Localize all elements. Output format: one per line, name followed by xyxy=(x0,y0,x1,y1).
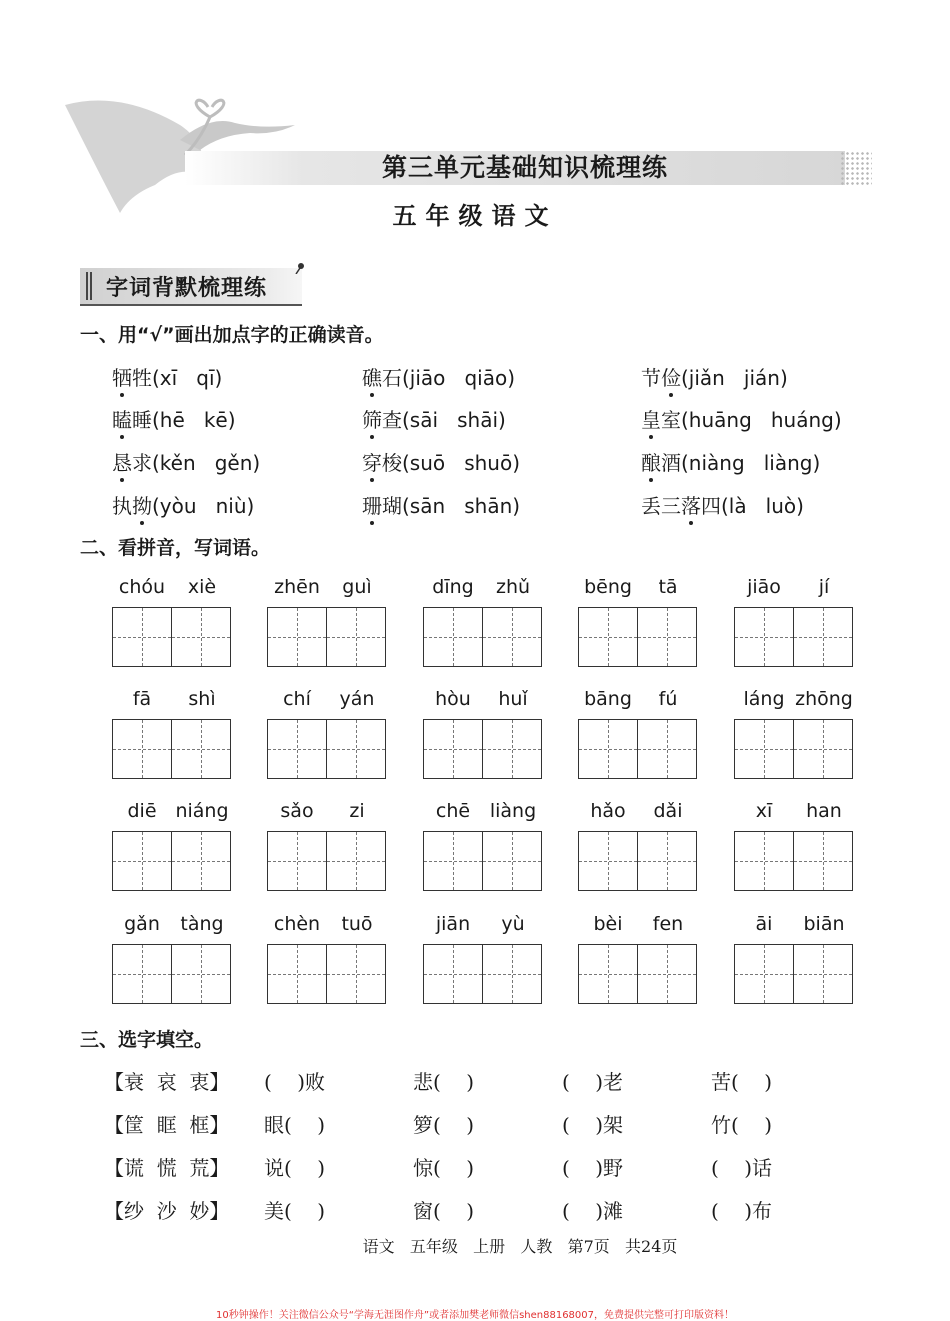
writing-cell[interactable] xyxy=(113,608,171,666)
word-options: 室(huāng huáng) xyxy=(661,408,842,432)
writing-cell[interactable] xyxy=(424,608,482,666)
character-options: 【衰 哀 衷】 xyxy=(104,1070,230,1094)
pinyin-label xyxy=(734,913,853,937)
pinyin-syllable: hòu xyxy=(435,688,471,710)
pinyin-syllable: jí xyxy=(818,576,830,598)
pinyin-label xyxy=(578,800,697,824)
writing-grid[interactable] xyxy=(734,944,853,1004)
pronunciation-item[interactable] xyxy=(112,404,236,433)
watermark-notice: 10秒钟操作！关注微信公众号“学海无涯图作舟”或者添加樊老师微信shen88168007，免费提供完整可打印版资料！ xyxy=(215,1310,735,1321)
pinyin-syllable: láng xyxy=(743,688,785,710)
writing-grid[interactable] xyxy=(423,944,542,1004)
part1-heading: 一、用“√”画出加点字的正确读音。 xyxy=(80,324,384,346)
section-tag-label: 字词背默梳理练 xyxy=(106,275,268,301)
writing-cell[interactable] xyxy=(171,945,230,1003)
pinyin-label xyxy=(112,576,231,600)
pinyin-syllable: tàng xyxy=(180,913,224,935)
pinyin-syllable: jiān xyxy=(435,913,471,935)
pinyin-label xyxy=(423,800,542,824)
pinyin-syllable: tā xyxy=(658,576,678,598)
writing-grid[interactable] xyxy=(112,607,231,667)
pinyin-syllable: huǐ xyxy=(498,688,528,710)
pinyin-syllable: zhēn xyxy=(274,576,320,598)
writing-cell[interactable] xyxy=(424,945,482,1003)
pinyin-label xyxy=(734,688,853,712)
writing-grid[interactable] xyxy=(578,944,697,1004)
writing-grid[interactable] xyxy=(578,607,697,667)
writing-cell[interactable] xyxy=(579,945,637,1003)
pinyin-syllable: fen xyxy=(652,913,684,935)
writing-cell[interactable] xyxy=(482,945,541,1003)
writing-grid[interactable] xyxy=(734,607,853,667)
dotted-character: 珊 xyxy=(362,494,382,518)
pinyin-syllable: han xyxy=(806,800,842,822)
pinyin-syllable: bāng xyxy=(584,688,632,710)
writing-cell[interactable] xyxy=(113,832,171,890)
pinyin-label xyxy=(578,913,697,937)
writing-cell[interactable] xyxy=(424,720,482,778)
pinyin-syllable: gǎn xyxy=(124,913,160,935)
writing-cell[interactable] xyxy=(482,832,541,890)
word-prefix: 节 xyxy=(641,366,661,390)
writing-grid[interactable] xyxy=(578,719,697,779)
pinyin-label xyxy=(267,800,386,824)
fill-blank[interactable]: ( )滩 xyxy=(562,1199,624,1223)
pinyin-label xyxy=(423,913,542,937)
dotted-character: 俭 xyxy=(661,366,681,390)
dotted-character: 恳 xyxy=(112,451,132,475)
pronunciation-item[interactable] xyxy=(362,490,520,519)
writing-cell[interactable] xyxy=(793,720,852,778)
fill-blank[interactable]: ( )败 xyxy=(264,1070,326,1094)
pinyin-label xyxy=(734,576,853,600)
pinyin-label xyxy=(112,688,231,712)
part3-heading: 三、选字填空。 xyxy=(80,1029,214,1051)
word-options: 四(là luò) xyxy=(701,494,804,518)
pinyin-syllable: chí xyxy=(283,688,311,710)
fill-blank[interactable]: 苦( ) xyxy=(711,1070,773,1094)
pinyin-syllable: zhǔ xyxy=(495,576,531,598)
pinyin-label xyxy=(112,800,231,824)
pinyin-syllable: āi xyxy=(755,913,773,935)
writing-cell[interactable] xyxy=(637,832,696,890)
dotted-character: 皇 xyxy=(641,408,661,432)
writing-cell[interactable] xyxy=(637,945,696,1003)
dotted-character: 牺 xyxy=(112,366,132,390)
pinyin-syllable: yù xyxy=(501,913,525,935)
fill-blank[interactable]: ( )架 xyxy=(562,1113,624,1137)
pinyin-label xyxy=(267,913,386,937)
pinyin-syllable: xiè xyxy=(187,576,217,598)
writing-grid[interactable] xyxy=(112,944,231,1004)
pinyin-syllable: guì xyxy=(342,576,372,598)
writing-cell[interactable] xyxy=(326,945,385,1003)
writing-cell[interactable] xyxy=(326,832,385,890)
writing-grid[interactable] xyxy=(267,719,386,779)
pinyin-syllable: shì xyxy=(188,688,216,710)
word-options: 睡(hē kē) xyxy=(132,408,236,432)
word-options: (yòu niù) xyxy=(152,494,255,518)
writing-cell[interactable] xyxy=(793,608,852,666)
writing-cell[interactable] xyxy=(171,608,230,666)
writing-cell[interactable] xyxy=(637,720,696,778)
section-tag xyxy=(80,268,302,306)
pronunciation-item[interactable] xyxy=(112,447,260,476)
pinyin-syllable: bèi xyxy=(593,913,623,935)
writing-grid[interactable] xyxy=(423,831,542,891)
pinyin-label xyxy=(112,913,231,937)
pinyin-syllable: zi xyxy=(349,800,365,822)
pinyin-syllable: hǎo xyxy=(590,800,626,822)
writing-grid[interactable] xyxy=(734,831,853,891)
part2-heading: 二、看拼音，写词语。 xyxy=(80,537,271,559)
writing-cell[interactable] xyxy=(424,832,482,890)
pinyin-syllable: yán xyxy=(339,688,375,710)
fill-blank[interactable]: 箩( ) xyxy=(413,1113,475,1137)
fill-blank[interactable]: ( )话 xyxy=(711,1156,773,1180)
dotted-character: 瞌 xyxy=(112,408,132,432)
writing-cell[interactable] xyxy=(268,720,326,778)
pinyin-label xyxy=(423,688,542,712)
pinyin-syllable: fú xyxy=(658,688,678,710)
fill-blank[interactable]: 悲( ) xyxy=(413,1070,475,1094)
writing-cell[interactable] xyxy=(113,720,171,778)
writing-cell[interactable] xyxy=(735,608,793,666)
pinyin-label xyxy=(578,688,697,712)
word-options: 梭(suō shuō) xyxy=(382,451,521,475)
pronunciation-item[interactable] xyxy=(112,490,254,519)
fill-blank[interactable]: 竹( ) xyxy=(711,1113,773,1137)
word-options: 石(jiāo qiāo) xyxy=(382,366,516,390)
pronunciation-item[interactable] xyxy=(641,362,788,391)
pinyin-syllable: niáng xyxy=(175,800,229,822)
writing-grid[interactable] xyxy=(578,831,697,891)
fill-blank[interactable]: 说( ) xyxy=(264,1156,326,1180)
fill-blank[interactable]: ( )布 xyxy=(711,1199,773,1223)
pinyin-syllable: biān xyxy=(803,913,845,935)
writing-cell[interactable] xyxy=(268,945,326,1003)
word-prefix: 执 xyxy=(112,494,132,518)
writing-cell[interactable] xyxy=(113,945,171,1003)
writing-cell[interactable] xyxy=(171,832,230,890)
pinyin-syllable: chē xyxy=(435,800,471,822)
writing-grid[interactable] xyxy=(267,944,386,1004)
page-footer: 语文 五年级 上册 人教 第7页 共24页 xyxy=(362,1237,678,1256)
word-options: 酒(niàng liàng) xyxy=(661,451,821,475)
pinyin-label xyxy=(734,800,853,824)
dotted-character: 穿 xyxy=(362,451,382,475)
pinyin-syllable: xī xyxy=(755,800,773,822)
pronunciation-item[interactable] xyxy=(112,362,222,391)
pen-icon xyxy=(295,262,305,274)
character-options: 【纱 沙 妙】 xyxy=(104,1199,230,1223)
word-prefix: 丢三 xyxy=(641,494,681,518)
writing-cell[interactable] xyxy=(326,608,385,666)
character-options: 【谎 慌 荒】 xyxy=(104,1156,230,1180)
dotted-character: 落 xyxy=(681,494,701,518)
fill-blank[interactable]: 眼( ) xyxy=(264,1113,326,1137)
fill-blank[interactable]: 美( ) xyxy=(264,1199,326,1223)
writing-grid[interactable] xyxy=(423,719,542,779)
writing-cell[interactable] xyxy=(793,832,852,890)
writing-cell[interactable] xyxy=(579,832,637,890)
page-subtitle: 五年级语文 xyxy=(392,202,558,230)
writing-cell[interactable] xyxy=(268,832,326,890)
writing-grid[interactable] xyxy=(112,719,231,779)
fill-blank[interactable]: 窗( ) xyxy=(413,1199,475,1223)
pinyin-syllable: jiāo xyxy=(747,576,781,598)
pinyin-syllable: bēng xyxy=(584,576,632,598)
pinyin-syllable: chèn xyxy=(273,913,321,935)
writing-cell[interactable] xyxy=(735,720,793,778)
word-options: 查(sāi shāi) xyxy=(382,408,506,432)
pronunciation-item[interactable] xyxy=(362,404,506,433)
writing-cell[interactable] xyxy=(735,945,793,1003)
fill-blank[interactable]: 惊( ) xyxy=(413,1156,475,1180)
pronunciation-item[interactable] xyxy=(362,362,515,391)
pronunciation-item[interactable] xyxy=(641,447,820,476)
word-options: 瑚(sān shān) xyxy=(382,494,521,518)
dotted-character: 礁 xyxy=(362,366,382,390)
writing-cell[interactable] xyxy=(579,720,637,778)
pronunciation-item[interactable] xyxy=(362,447,520,476)
pinyin-label xyxy=(423,576,542,600)
pinyin-syllable: liàng xyxy=(489,800,537,822)
writing-cell[interactable] xyxy=(482,720,541,778)
pronunciation-item[interactable] xyxy=(641,490,804,519)
writing-cell[interactable] xyxy=(735,832,793,890)
writing-cell[interactable] xyxy=(579,608,637,666)
writing-grid[interactable] xyxy=(267,607,386,667)
pinyin-syllable: tuō xyxy=(341,913,373,935)
word-options: 牲(xī qī) xyxy=(132,366,223,390)
fill-blank[interactable]: ( )老 xyxy=(562,1070,624,1094)
dotted-character: 筛 xyxy=(362,408,382,432)
writing-cell[interactable] xyxy=(482,608,541,666)
character-options: 【筐 眶 框】 xyxy=(104,1113,230,1137)
pinyin-syllable: diē xyxy=(127,800,157,822)
pinyin-label xyxy=(267,576,386,600)
page-title: 第三单元基础知识梳理练 xyxy=(381,153,668,182)
pinyin-label xyxy=(578,576,697,600)
tag-stripe-icon xyxy=(86,272,94,300)
dotted-character: 酿 xyxy=(641,451,661,475)
writing-cell[interactable] xyxy=(793,945,852,1003)
pinyin-syllable: sǎo xyxy=(280,800,314,822)
writing-cell[interactable] xyxy=(637,608,696,666)
pinyin-syllable: dīng xyxy=(432,576,474,598)
word-options: 求(kěn gěn) xyxy=(132,451,261,475)
pinyin-syllable: chóu xyxy=(118,576,166,598)
writing-cell[interactable] xyxy=(268,608,326,666)
writing-grid[interactable] xyxy=(423,607,542,667)
dotted-character: 拗 xyxy=(132,494,152,518)
pronunciation-item[interactable] xyxy=(641,404,842,433)
pinyin-label xyxy=(267,688,386,712)
writing-grid[interactable] xyxy=(267,831,386,891)
writing-cell[interactable] xyxy=(171,720,230,778)
pinyin-syllable: zhōng xyxy=(795,688,853,710)
writing-grid[interactable] xyxy=(734,719,853,779)
fill-blank[interactable]: ( )野 xyxy=(562,1156,624,1180)
word-options: (jiǎn jián) xyxy=(681,366,788,390)
pinyin-syllable: fā xyxy=(132,688,152,710)
writing-cell[interactable] xyxy=(326,720,385,778)
writing-grid[interactable] xyxy=(112,831,231,891)
pinyin-syllable: dǎi xyxy=(653,800,683,822)
